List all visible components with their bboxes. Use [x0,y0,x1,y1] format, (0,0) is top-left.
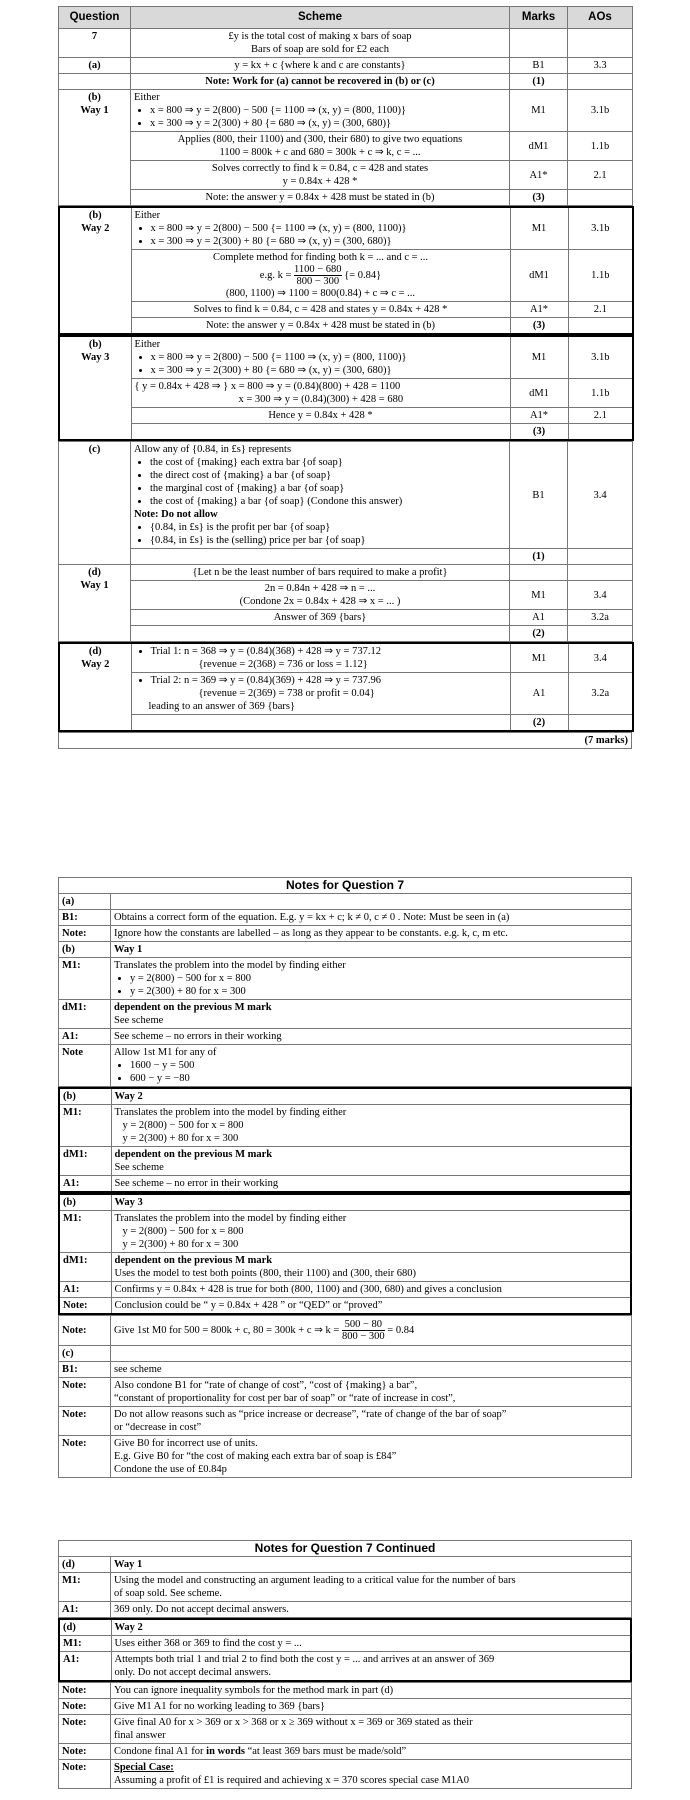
note-text: See scheme – no errors in their working [111,1029,632,1045]
part-total: (1) [510,74,568,90]
bullet: • 600 − y = −80 [130,1072,628,1085]
scheme-line: {Let n be the least number of bars required to make a profit} [131,565,510,581]
scheme-cell: • Trial 1: n = 368 ⇒ y = (0.84)(368) + 428 ⇒ y = 737.12 {revenue = 2(368) = 736 or loss = 1.12} [131,643,510,673]
part-total: (3) [510,318,568,335]
ao: 2.1 [568,408,633,424]
mark: dM1 [510,379,568,408]
col-question: Question [59,7,131,29]
col-aos: AOs [568,7,633,29]
note-key: M1: [59,958,111,1000]
ao: 2.1 [568,302,633,318]
part-a-note [59,74,633,90]
bullet: • Trial 1: n = 368 ⇒ y = (0.84)(368) + 428 ⇒ y = 737.12 [151,645,507,658]
note-key: A1: [59,1176,111,1193]
note-key: Note: [59,1298,111,1315]
part-label: (b) Way 3 [59,336,131,440]
part-total: (2) [510,626,568,642]
scheme-table-b-way3 [58,335,634,441]
mark-scheme [58,6,632,749]
part-total: (3) [510,190,568,206]
mark: M1 [510,336,568,379]
note-part: (b) [59,1194,111,1211]
intro-text [131,29,510,58]
mark: B1 [510,442,568,549]
note-key: Note: [59,1699,111,1715]
note-way: Way 3 [111,1194,631,1211]
scheme-cell [131,90,510,132]
note-part: (a) [59,894,111,910]
note-key: Note: [59,1760,111,1789]
note-key: dM1: [59,1253,111,1282]
ao: 3.4 [568,581,633,610]
scheme-cell: 2n = 0.84n + 428 ⇒ n = ... (Condone 2x = 0.84x + 428 ⇒ x = ... ) [131,581,510,610]
bullet: • x = 300 ⇒ y = 2(300) + 80 {= 680 ⇒ (x, y) = (300, 680)} [151,235,507,248]
col-marks: Marks [510,7,568,29]
note-way: Way 2 [111,1088,631,1105]
notes-section [58,877,632,1478]
bullet: • Trial 2: n = 369 ⇒ y = (0.84)(369) + 428 ⇒ y = 737.96 [151,674,507,687]
note-key: B1: [59,1362,111,1378]
mark: M1 [510,581,568,610]
note-text: Give final A0 for x > 369 or x > 368 or x ≥ 369 without x = 369 or 369 stated as their final answer [111,1715,632,1744]
note-way: Way 1 [111,942,632,958]
part-label: (c) [59,442,131,565]
scheme-note: Note: the answer y = 0.84x + 428 must be stated in (b) [131,190,510,206]
scheme-table-d-way2 [58,642,634,732]
note-part: (b) [59,942,111,958]
scheme-cell: Applies (800, their 1100) and (300, their 680) to give two equations 1100 = 800k + c and 680 = 300k + c ⇒ k, c = ... [131,132,510,161]
ao: 3.4 [568,643,633,673]
notes-table [58,877,632,1087]
note-text: Obtains a correct form of the equation. E.g. y = kx + c; k ≠ 0, c ≠ 0 . Note: Must be seen in (a) [111,910,632,926]
note-text: Allow 1st M1 for any of • 1600 − y = 500 • 600 − y = −80 [111,1045,632,1087]
intro-line: £y is the total cost of making x bars of soap [228,31,412,42]
note-way: Way 2 [111,1619,631,1636]
mark: M1 [510,643,568,673]
scheme-cell: { y = 0.84x + 428 ⇒ } x = 800 ⇒ y = (0.84)(800) + 428 = 1100 x = 300 ⇒ y = (0.84)(300) + 428 = 680 [131,379,510,408]
note-part: (b) [59,1088,111,1105]
note-way: Way 1 [111,1557,632,1573]
scheme-line: Hence y = 0.84x + 428 * [131,408,510,424]
header-row [59,7,633,29]
note-text: Give 1st M0 for 500 = 800k + c, 80 = 300k + c ⇒ k = $\frac{500 - 80}{800 - 300}$ = 0.84 [111,1316,632,1346]
note-part: (d) [59,1619,111,1636]
question-number: 7 [59,29,131,58]
ao: 1.1b [568,379,633,408]
scheme-table [58,6,633,206]
note-text: Translates the problem into the model by finding either y = 2(800) − 500 for x = 800 y = 2(300) + 80 for x = 300 [111,1211,631,1253]
note-text: Give M1 A1 for no working leading to 369 {bars} [111,1699,632,1715]
note-text: dependent on the previous M mark Uses the model to test both points (800, their 1100) and (300, their 680) [111,1253,631,1282]
notes-continued-section [58,1540,632,1789]
scheme-note: Note: Work for (a) cannot be recovered in (b) or (c) [131,74,510,90]
notes-title: Notes for Question 7 [59,878,632,894]
scheme-cell: • Trial 2: n = 369 ⇒ y = (0.84)(369) + 428 ⇒ y = 737.96 {revenue = 2(369) = 738 or profit = 0.04} leading to an answer of 369 {bars} [131,673,510,715]
note-text: Attempts both trial 1 and trial 2 to find both the cost y = ... and arrives at an answer of 369 only. Do not accept decimal answers. [111,1652,631,1682]
ao: 3.2a [568,610,633,626]
bullet: • x = 300 ⇒ y = 2(300) + 80 {= 680 ⇒ (x, y) = (300, 680)} [151,364,507,377]
bullet: • {0.84, in £s} is the (selling) price per bar {of soap} [150,534,506,547]
part-label: (a) [59,58,131,74]
col-scheme: Scheme [131,7,510,29]
ao: 3.1b [568,336,633,379]
bullet: • x = 800 ⇒ y = 2(800) − 500 {= 1100 ⇒ (x, y) = (800, 1100)} [151,222,507,235]
note-key: Note: [59,1378,111,1407]
note-text: Uses either 368 or 369 to find the cost y = ... [111,1636,631,1652]
note-text: Give B0 for incorrect use of units. E.g. Give B0 for “the cost of making each extra bar of soap is £84” Condone the use of £0.84p [111,1436,632,1478]
note-key: Note: [59,1316,111,1346]
note-key: Note: [59,1436,111,1478]
scheme-note: Note: the answer y = 0.84x + 428 must be stated in (b) [131,318,510,335]
scheme-cell: Allow any of {0.84, in £s} represents • the cost of {making} each extra bar {of soap} • the direct cost of {making} a bar {of soap} • the marginal cost of {making} a bar {of soap} • the cost of {making} a bar {of soap} (Condone this answer) Note: Do not allow • {0.84, in £s} is the profit per bar {of soap} • {0.84, in £s} is the (selling) price per bar {of soap} [131,442,510,549]
part-total: (3) [510,424,568,441]
notes2-table [58,1540,632,1618]
b-way1-note [59,190,633,206]
ao: 2.1 [568,161,633,190]
part-a-row [59,58,633,74]
note-key: Note: [59,926,111,942]
bullet: • the cost of {making} each extra bar {of soap} [150,456,506,469]
part-total: (1) [510,549,568,565]
notes-title: Notes for Question 7 Continued [59,1541,632,1557]
note-key: A1: [59,1652,111,1682]
scheme-table-c-d [58,441,633,642]
scheme-line: Solves to find k = 0.84, c = 428 and states y = 0.84x + 428 * [131,302,510,318]
note-text: Using the model and constructing an argument leading to a critical value for the number of bars of soap sold. See scheme. [111,1573,632,1602]
mark: dM1 [510,250,568,302]
note-text: You can ignore inequality symbols for the method mark in part (d) [111,1683,632,1699]
bullet: • {0.84, in £s} is the profit per bar {of soap} [150,521,506,534]
bullet: • the direct cost of {making} a bar {of soap} [150,469,506,482]
bullet: • x = 300 ⇒ y = 2(300) + 80 {= 680 ⇒ (x, y) = (300, 680)} [150,117,506,130]
note-text: 369 only. Do not accept decimal answers. [111,1602,632,1618]
b-way1-a1 [59,161,633,190]
scheme-cell: Either • x = 800 ⇒ y = 2(800) − 500 {= 1100 ⇒ (x, y) = (800, 1100)} • x = 300 ⇒ y = 2(300) + 80 {= 680 ⇒ (x, y) = (300, 680)} [131,207,510,250]
note-key: dM1: [59,1000,111,1029]
note-text: Translates the problem into the model by finding either • y = 2(800) − 500 for x = 800 • y = 2(300) + 80 for x = 300 [111,958,632,1000]
note-text: Special Case: Assuming a profit of £1 is required and achieving x = 370 scores special case M1A0 [111,1760,632,1789]
notes-table-tail [58,1315,632,1478]
note-text: dependent on the previous M mark See scheme [111,1000,632,1029]
note-text: Ignore how the constants are labelled – as long as they appear to be constants. e.g. k, c, m etc. [111,926,632,942]
part-label: (d) Way 2 [59,643,131,731]
notes-table-way2 [58,1087,632,1193]
part-label: (b) Way 1 [59,90,131,206]
note-text: Conclusion could be “ y = 0.84x + 428 ” or “QED” or “proved” [111,1298,631,1315]
part-total: (2) [510,715,568,732]
bullet: • the marginal cost of {making} a bar {of soap} [150,482,506,495]
note-part: (d) [59,1557,111,1573]
note-key: dM1: [59,1147,111,1176]
note-text: See scheme – no error in their working [111,1176,631,1193]
note-key: A1: [59,1282,111,1298]
ao: 3.3 [568,58,633,74]
bullet: • y = 2(300) + 80 for x = 300 [130,985,628,998]
bullet: • x = 800 ⇒ y = 2(800) − 500 {= 1100 ⇒ (x, y) = (800, 1100)} [151,351,507,364]
scheme-line: Answer of 369 {bars} [131,610,510,626]
mark: dM1 [510,132,568,161]
note-key: M1: [59,1211,111,1253]
note-key: B1: [59,910,111,926]
ao: 1.1b [568,250,633,302]
mark: A1* [510,302,568,318]
ao: 3.1b [568,90,633,132]
intro-line: Bars of soap are sold for £2 each [251,44,389,55]
ao: 1.1b [568,132,633,161]
mark: M1 [510,207,568,250]
note-key: Note: [59,1407,111,1436]
note-key: M1: [59,1105,111,1147]
notes2-table-tail [58,1682,632,1789]
either-text: Either [134,92,160,103]
note-text: Also condone B1 for “rate of change of cost”, “cost of {making} a bar”, “constant of proportionality for cost per bar of soap” or “rate of increase in cost”, [111,1378,632,1407]
mark: A1 [510,673,568,715]
mark: A1 [510,610,568,626]
note-key: M1: [59,1573,111,1602]
note-text: Translates the problem into the model by finding either y = 2(800) − 500 for x = 800 y = 2(300) + 80 for x = 300 [111,1105,631,1147]
scheme-table-b-way2 [58,206,634,335]
note-key: A1: [59,1029,111,1045]
intro-row [59,29,633,58]
mark: A1* [510,161,568,190]
total-marks: (7 marks) [59,733,632,749]
bullet: • 1600 − y = 500 [130,1059,628,1072]
note-key: A1: [59,1602,111,1618]
mark: B1 [510,58,568,74]
note-text: dependent on the previous M mark See scheme [111,1147,631,1176]
note-text: Confirms y = 0.84x + 428 is true for both (800, 1100) and (300, 680) and gives a conclusion [111,1282,631,1298]
note-text: Do not allow reasons such as “price increase or decrease”, “rate of change of the bar of soap” or “decrease in cost” [111,1407,632,1436]
note-part: (c) [59,1346,111,1362]
ao: 3.4 [568,442,633,549]
part-label: (d) Way 1 [59,565,131,642]
notes2-table-way2 [58,1618,632,1682]
total-row [58,732,632,749]
note-key: Note: [59,1715,111,1744]
b-way1-dm1 [59,132,633,161]
ao: 3.2a [568,673,633,715]
scheme-cell: Complete method for finding both k = ... and c = ... e.g. k = $\frac{1100 - 680}{800 - 300}$ {= 0.84} (800, 1100) ⇒ 1100 = 800(0.84) + c ⇒ c = ... [131,250,510,302]
bullet: • the cost of {making} a bar {of soap} (Condone this answer) [150,495,506,508]
bullet: • y = 2(800) − 500 for x = 800 [130,972,628,985]
mark: A1* [510,408,568,424]
b-way1-m1 [59,90,633,132]
ao: 3.1b [568,207,633,250]
note-key: Note: [59,1744,111,1760]
note-text: see scheme [111,1362,632,1378]
notes-table-way3 [58,1193,632,1315]
part-label: (b) Way 2 [59,207,131,334]
scheme-cell: Solves correctly to find k = 0.84, c = 428 and states y = 0.84x + 428 * [131,161,510,190]
note-text: Condone final A1 for in words “at least 369 bars must be made/sold” [111,1744,632,1760]
note-key: Note [59,1045,111,1087]
mark: M1 [510,90,568,132]
scheme-cell: Either • x = 800 ⇒ y = 2(800) − 500 {= 1100 ⇒ (x, y) = (800, 1100)} • x = 300 ⇒ y = 2(300) + 80 {= 680 ⇒ (x, y) = (300, 680)} [131,336,510,379]
bullet: • x = 800 ⇒ y = 2(800) − 500 {= 1100 ⇒ (x, y) = (800, 1100)} [150,104,506,117]
scheme-line: y = kx + c {where k and c are constants} [131,58,510,74]
note-key: Note: [59,1683,111,1699]
note-key: M1: [59,1636,111,1652]
